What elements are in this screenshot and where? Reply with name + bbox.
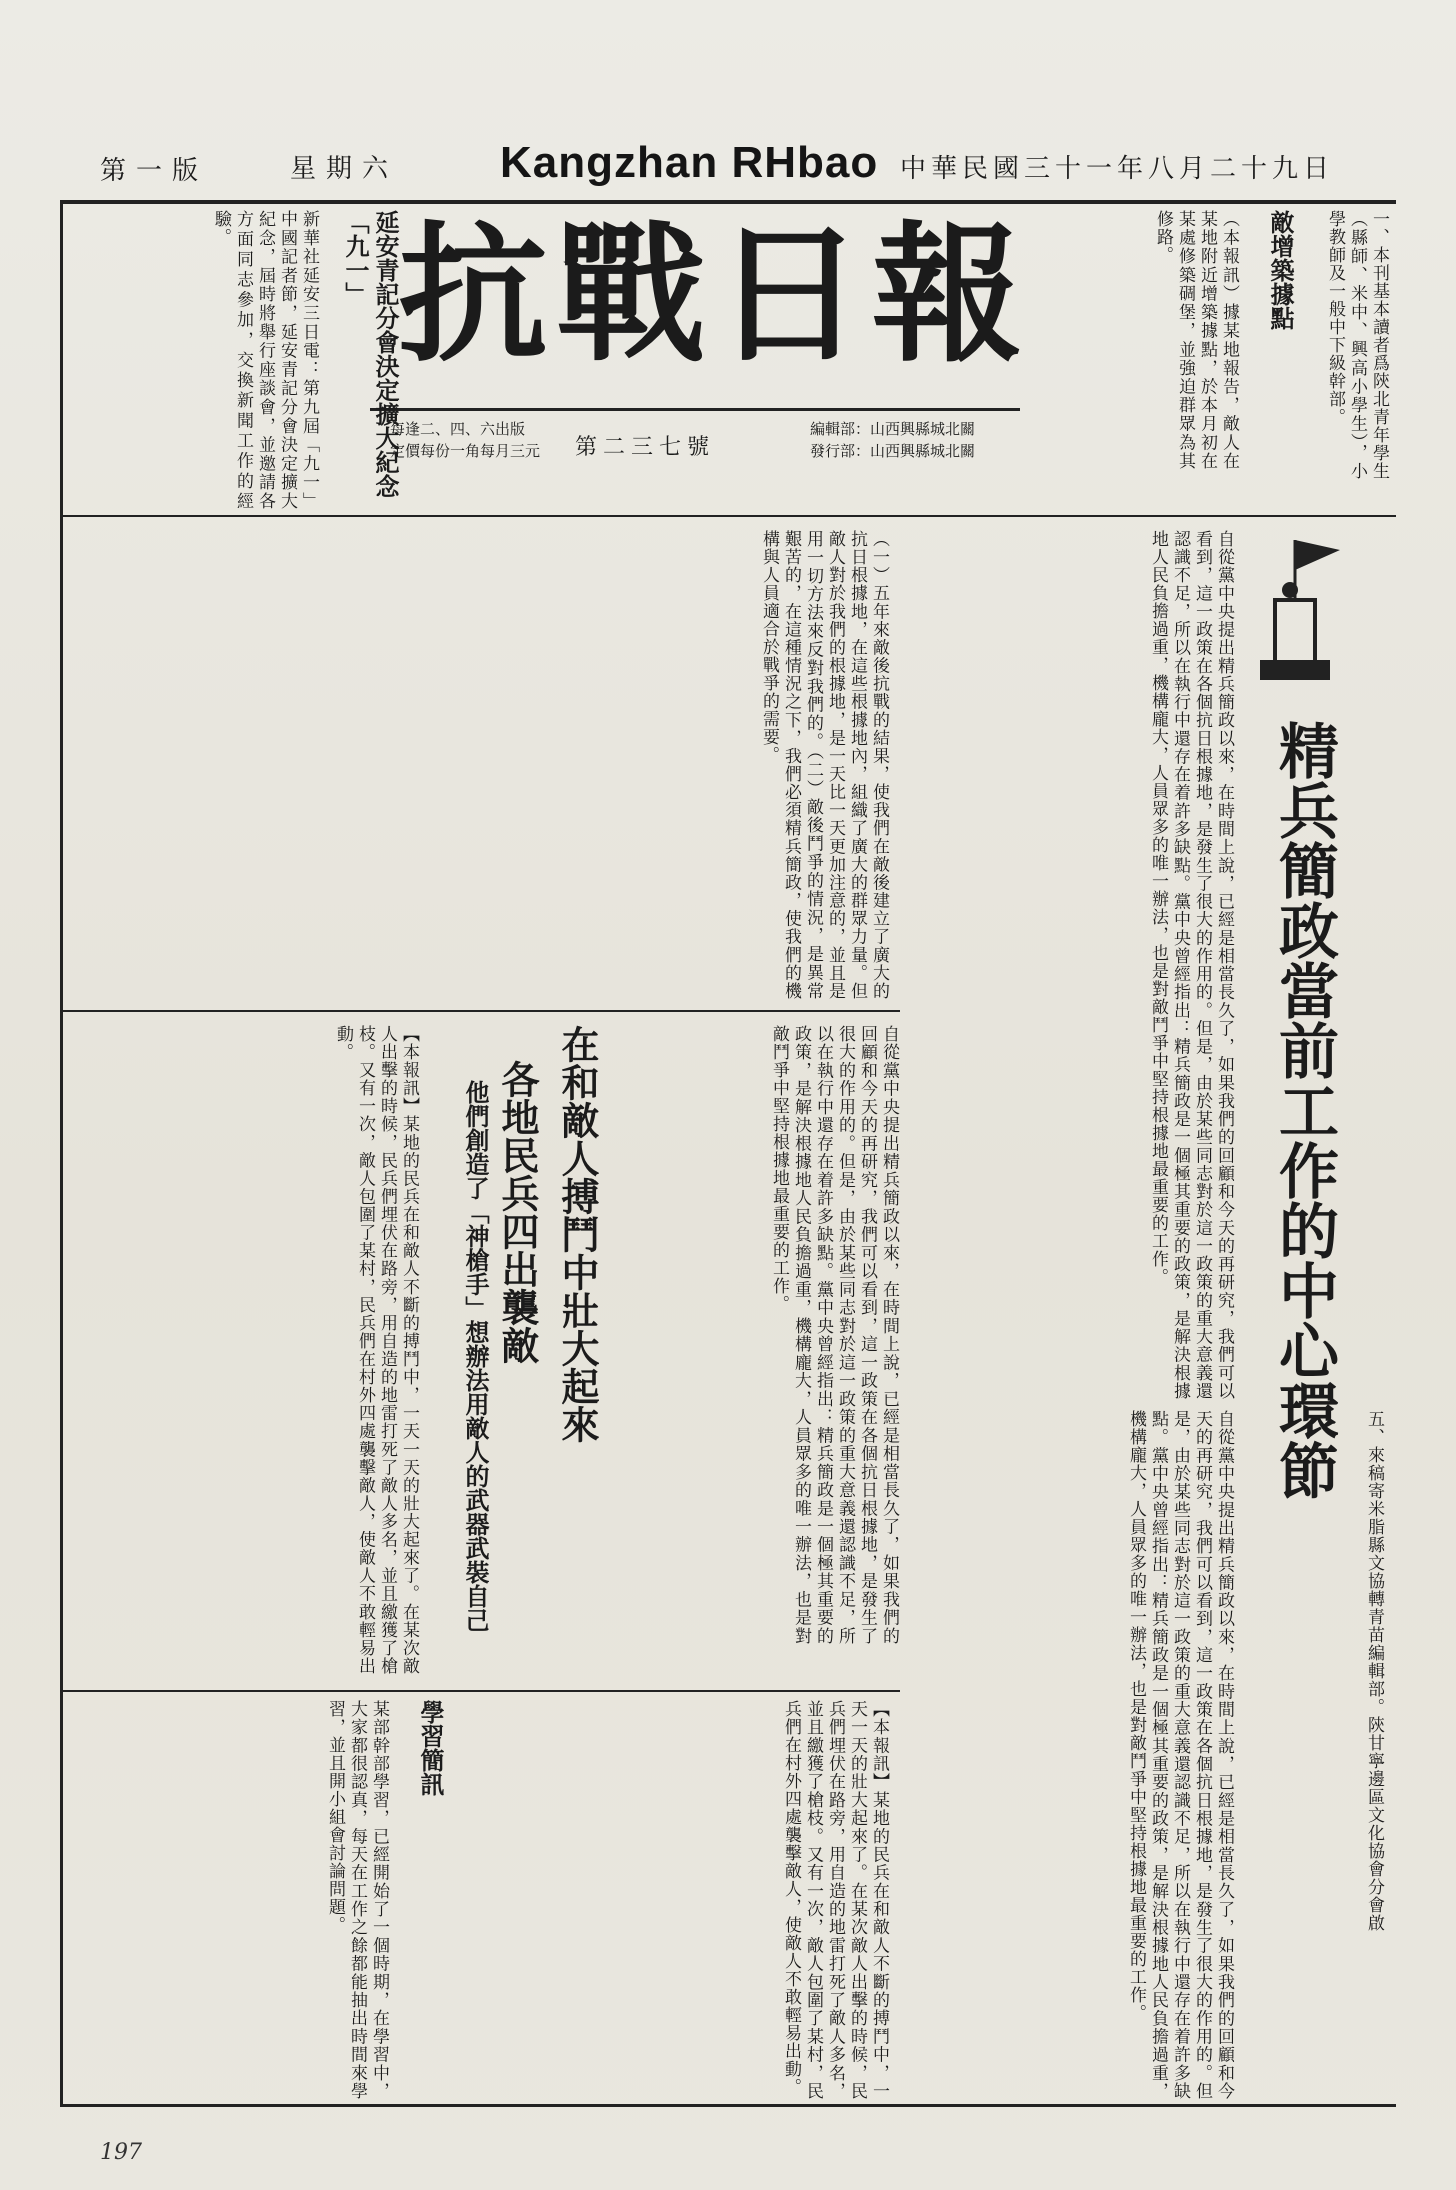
lead-body-2: 自從黨中央提出精兵簡政以來，在時間上說，已經是相當長久了，如果我們的回顧和今天的再研究，我們可以看到，這一政策在各個抗日根據地，是發生了很大的作用的。但是，由於某些同志對於這一政策的重大意義還認識不足，所以在執行中還存在着許多缺點。黨中央曾經指出：精兵簡政是一個極其重要的政策，是解決根據地人民負擔過重，機構龐大，人員眾多的唯一辦法，也是對敵鬥爭中堅持根據地最重要的工作。 xyxy=(769,1025,899,1645)
issue-number: 第二三七號 xyxy=(575,435,716,460)
regional-subheadline: 他們創造了「神槍手」想辦法用敵人的武器武裝自己 xyxy=(461,1080,490,1632)
flag-illustration xyxy=(1215,530,1365,690)
section-rule xyxy=(60,515,1396,517)
masthead-title: 抗戰日報 xyxy=(397,207,1030,383)
lead-body-1: 自從黨中央提出精兵簡政以來，在時間上說，已經是相當長久了，如果我們的回顧和今天的再研究，我們可以看到，這一政策在各個抗日根據地，是發生了很大的作用的。但是，由於某些同志對於這一政策的重大意義還認識不足，所以在執行中還存在着許多缺點。黨中央曾經指出：精兵簡政是一個極其重要的政策，是解決根據地人民負擔過重，機構龐大，人員眾多的唯一辦法，也是對敵鬥爭中堅持根據地最重要的工作。 xyxy=(1148,530,1234,1400)
lead-body-3: 自從黨中央提出精兵簡政以來，在時間上說，已經是相當長久了，如果我們的回顧和今天的再研究，我們可以看到，這一政策在各個抗日根據地，是發生了很大的作用的。但是，由於某些同志對於這一政策的重大意義還認識不足，所以在執行中還存在着許多缺點。黨中央曾經指出：精兵簡政是一個極其重要的政策，是解決根據地人民負擔過重，機構龐大，人員眾多的唯一辦法，也是對敵鬥爭中堅持根據地最重要的工作。 xyxy=(1126,1410,1234,2100)
top-rule xyxy=(60,200,1396,204)
mid-rule xyxy=(60,1010,900,1012)
footer-page-number: 197 xyxy=(100,2140,142,2165)
editorial-body: （一）五年來敵後抗戰的結果，使我們在敵後建立了廣大的抗日根據地，在這些根據地內，組織了廣大的群眾力量。但敵人對於我們的根據地，是一天比一天更加注意的，並且是用一切方法來反對我們的。（二）敵後鬥爭的情況，是異常艱苦的，在這種情況之下，我們必須精兵簡政，使我們的機構與人員適合於戰爭的需要。 xyxy=(759,530,889,1000)
page-number: 第一版 xyxy=(100,156,209,186)
base-news-headline: 敵增築據點 xyxy=(1266,210,1295,330)
youth-news-headline: 延安青記分會決定擴大紀念「九一」 xyxy=(341,210,400,498)
bottom-rule xyxy=(60,2104,1396,2107)
youth-news-body: 新華社延安三日電：第九屆「九一」中國記者節，延安青記分會決定擴大紀念，屆時將舉行座談會，並邀請各方面同志參加，交換新聞工作的經驗。 xyxy=(211,210,319,510)
regional-body: 【本報訊】某地的民兵在和敵人不斷的搏鬥中，一天一天的壯大起來了。在某次敵人出擊的時候，民兵們埋伏在路旁，用自造的地雷打死了敵人多名，並且繳獲了槍枝。又有一次，敵人包圍了某村，民兵們在村外四處襲擊敵人，使敵人不敢輕易出動。 xyxy=(333,1025,419,1675)
dateline: 中華民國三十一年八月二十九日 xyxy=(900,154,1335,184)
notice-column: 一、本刊基本讀者爲陝北青年學生（縣師、米中、興高小學生），小學教師及一般中下級幹部。 xyxy=(1325,210,1389,480)
lead-headline: 精兵簡政當前工作的中心環節 xyxy=(1269,720,1339,1500)
romanized-title: Kangzhan RHbao xyxy=(500,138,879,187)
learning-notes-headline: 學習簡訊 xyxy=(416,1700,445,1796)
lower-rule xyxy=(60,1690,900,1692)
regional-headline-1: 在和敵人搏鬥中壯大起來 xyxy=(555,1025,600,1443)
regional-headline-2: 各地民兵四出襲敵 xyxy=(495,1060,540,1364)
learning-notes-body: 某部幹部學習，已經開始了一個時期，在學習中，大家都很認真，每天在工作之餘都能抽出時間來學習，並且開小組會討論問題。 xyxy=(325,1700,389,2100)
distribution: 編輯部：山西興縣城北關 發行部：山西興縣城北關 xyxy=(810,420,976,460)
notice-two: 五、來稿寄米脂縣文協轉青苗編輯部。陝甘寧邊區文化協會分會啟 xyxy=(1364,1410,1384,1932)
left-rule xyxy=(60,204,63,2104)
masthead-rule xyxy=(370,408,1020,411)
regional-body-2: 【本報訊】某地的民兵在和敵人不斷的搏鬥中，一天一天的壯大起來了。在某次敵人出擊的時候，民兵們埋伏在路旁，用自造的地雷打死了敵人多名，並且繳獲了槍枝。又有一次，敵人包圍了某村，民兵們在村外四處襲擊敵人，使敵人不敢輕易出動。 xyxy=(781,1700,889,2100)
weekday: 星期六 xyxy=(290,154,399,184)
base-news-body: （本報訊）據某地報告，敵人在某地附近增築據點，於本月初在某處修築碉堡，並強迫群眾為其修路。 xyxy=(1153,210,1239,470)
price: 每逢二、四、六出版 定價每份一角每月三元 xyxy=(390,420,541,460)
